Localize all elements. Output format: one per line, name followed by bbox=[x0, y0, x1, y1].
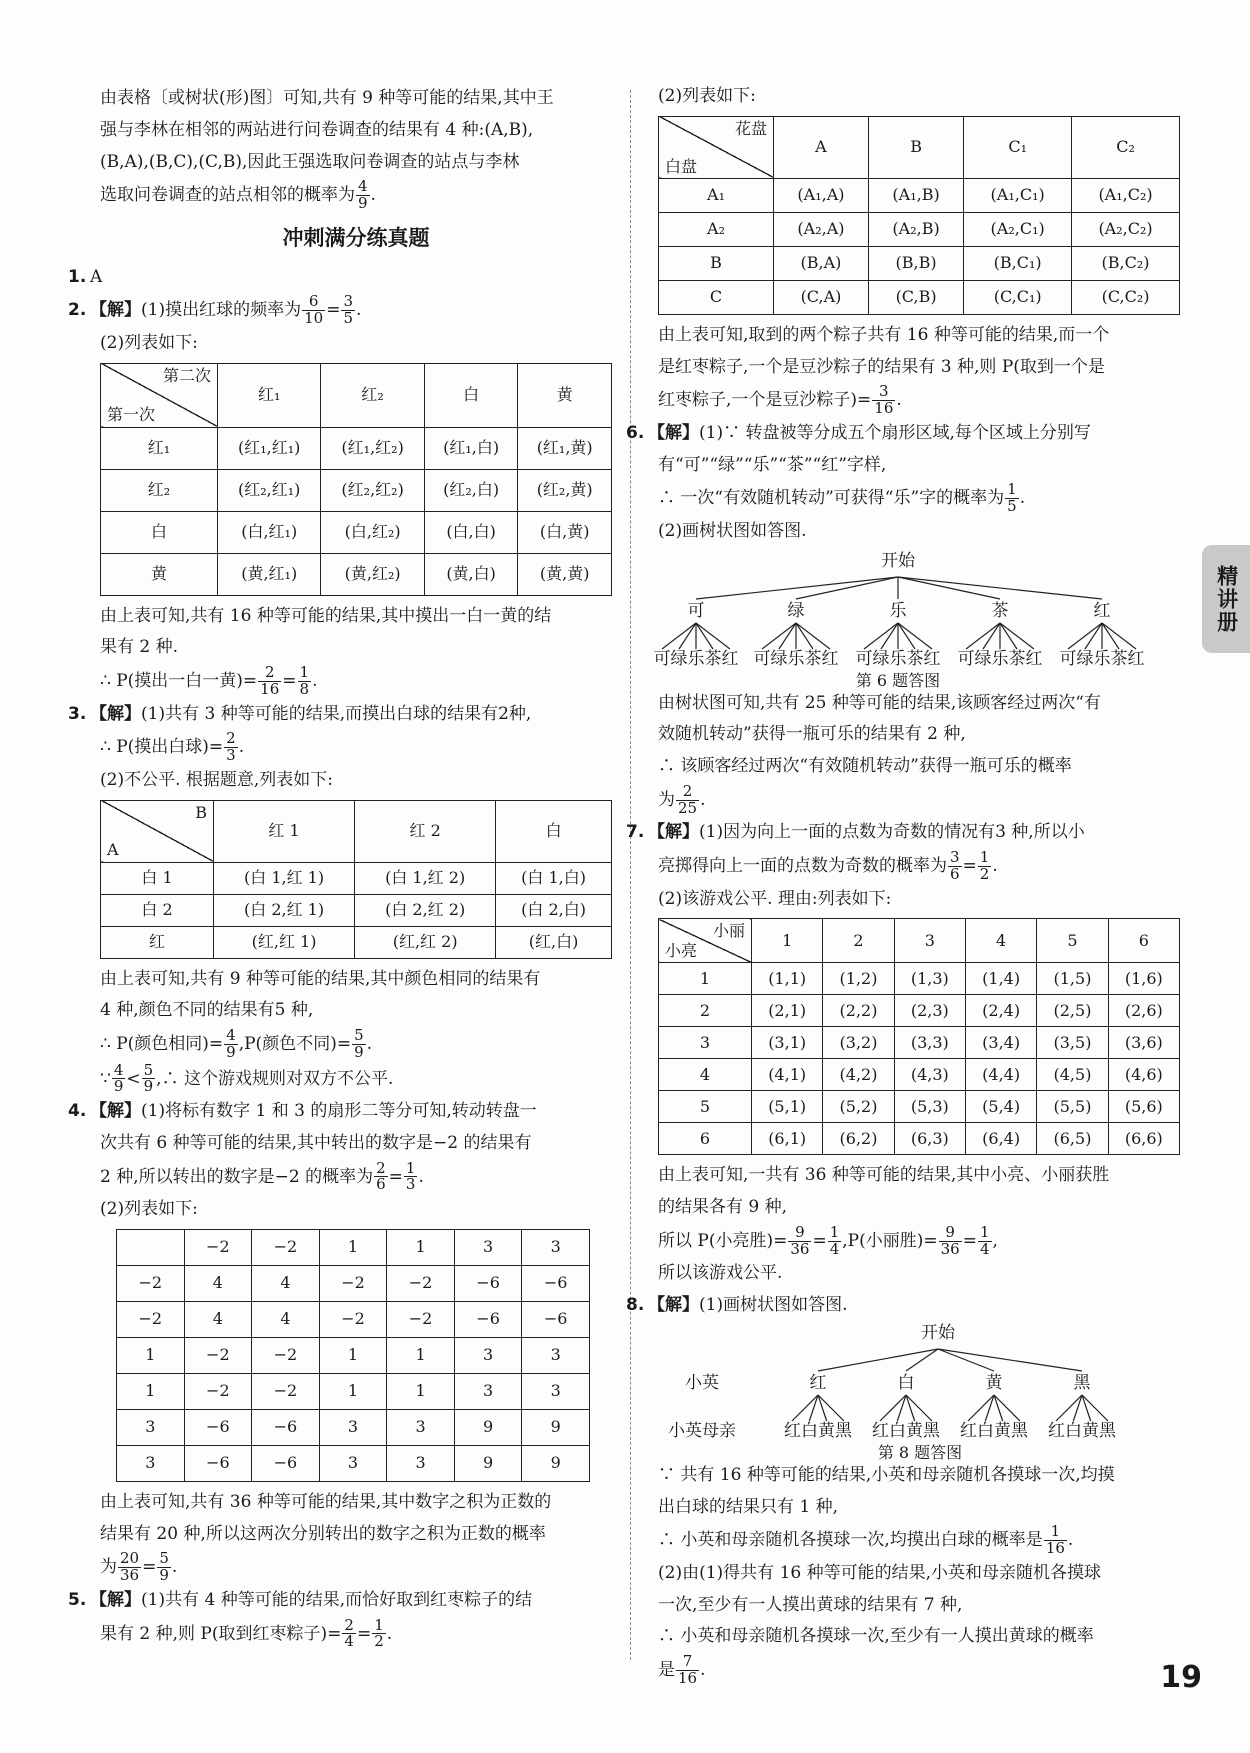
q4-conclusion-1: 由上表可知,共有 36 种等可能的结果,其中数字之积为正数的 bbox=[100, 1491, 552, 1512]
col-header: 红₂ bbox=[321, 363, 424, 427]
intro-line-4: 选取问卷调查的站点相邻的概率为 $\frac{4}{9}$ . bbox=[100, 177, 376, 212]
q7-table bbox=[658, 918, 1180, 1155]
q7-conclusion-1: 由上表可知,一共有 36 种等可能的结果,其中小亮、小丽获胜 bbox=[658, 1165, 1110, 1186]
table-row: 6 (6,1) (6,2) (6,3) (6,4) (6,5) (6,6) bbox=[659, 1123, 1180, 1155]
q3-conclusion-4: ∵ $\frac{4}{9}$ < $\frac{5}{9}$ ,∴ 这个游戏规则对双方不公平. bbox=[100, 1060, 394, 1096]
tree-branch bbox=[966, 623, 1000, 649]
tree-branch bbox=[696, 623, 730, 649]
q7-conclusion-2: 的结果各有 9 种, bbox=[658, 1197, 788, 1217]
q8-conclusion-3: ∴ 小英和母亲随机各摸球一次,均摸出白球的概率是 $\frac{1}{16}$ . bbox=[658, 1522, 1074, 1557]
tree-row-label: 小英 bbox=[685, 1372, 719, 1393]
q7-conclusion-4: 所以该游戏公平. bbox=[658, 1263, 783, 1284]
table-row: 黄 (黄,红₁) (黄,红₂) (黄,白) (黄,黄) bbox=[101, 553, 612, 595]
tree-branch bbox=[1000, 623, 1034, 649]
col-header: 红 1 bbox=[214, 800, 355, 862]
table-row: 白 1 (白 1,红 1) (白 1,红 2) (白 1,白) bbox=[101, 862, 612, 894]
tree-leaves: 红白黄黑 bbox=[784, 1420, 852, 1441]
tree-branch bbox=[898, 623, 915, 649]
col-header: 1 bbox=[752, 919, 823, 963]
q3-conclusion-2: 4 种,颜色不同的结果有5 种, bbox=[100, 1000, 314, 1021]
tree-leaves: 红白黄黑 bbox=[872, 1420, 940, 1441]
col-header: 5 bbox=[1037, 919, 1108, 963]
col-header: 黄 bbox=[518, 363, 612, 427]
column-divider bbox=[630, 90, 631, 1660]
tree-node: 黑 bbox=[1073, 1372, 1091, 1393]
fraction: $\frac{1}{4}$ bbox=[829, 1222, 840, 1258]
table-row: 4 (4,1) (4,2) (4,3) (4,4) (4,5) (4,6) bbox=[659, 1059, 1180, 1091]
table-row: 1 −2 −2 1 1 3 3 bbox=[117, 1337, 590, 1373]
corner-cell: 小丽 小亮 bbox=[659, 919, 752, 963]
q3-table bbox=[100, 800, 612, 959]
q8-line-1: 8. 【解】(1)画树状图如答图. bbox=[626, 1295, 848, 1315]
fraction: $\frac{5}{9}$ bbox=[159, 1549, 169, 1584]
tree-branch bbox=[779, 623, 796, 649]
figure-caption: 第 6 题答图 bbox=[855, 670, 941, 690]
table-row: 白 2 (白 2,红 1) (白 2,红 2) (白 2,白) bbox=[101, 894, 612, 926]
page-number: 19 bbox=[1160, 1660, 1202, 1695]
fraction: $\frac{6}{10}$ bbox=[304, 292, 324, 327]
tree-branch bbox=[881, 623, 898, 649]
q3-conclusion-3: ∴ P(颜色相同)= $\frac{4}{9}$ ,P(颜色不同)= $\frac{5}{9}$ . bbox=[100, 1026, 373, 1061]
tree-fan bbox=[792, 1395, 1108, 1421]
q4-line-1: 4. 【解】(1)将标有数字 1 和 3 的扇形二等分可知,转动转盘一 bbox=[68, 1101, 537, 1121]
q3-line-2: ∴ P(摸出白球)= $\frac{2}{3}$ . bbox=[100, 729, 245, 764]
tree-leaves: 红白黄黑 bbox=[1048, 1420, 1116, 1441]
fraction: $\frac{5}{9}$ bbox=[143, 1060, 154, 1096]
q6-tree-diagram bbox=[653, 549, 1180, 690]
q8-tree-diagram bbox=[658, 1323, 1180, 1461]
col-header: 6 bbox=[1108, 919, 1179, 963]
left-column bbox=[68, 84, 612, 1652]
tree-leaves: 可绿乐茶红 bbox=[855, 648, 941, 669]
fraction: $\frac{3}{5}$ bbox=[343, 292, 353, 327]
fraction: $\frac{1}{8}$ bbox=[299, 663, 310, 698]
table-row: 3 −6 −6 3 3 9 9 bbox=[117, 1409, 590, 1445]
tree-leaves: 可绿乐茶红 bbox=[753, 648, 839, 669]
q5-line-1: 5. 【解】(1)共有 4 种等可能的结果,而恰好取到红枣粽子的结 bbox=[68, 1589, 533, 1610]
col-header: 白 bbox=[424, 363, 518, 427]
fraction: $\frac{1}{5}$ bbox=[1007, 480, 1017, 515]
q4-line-4: (2)列表如下: bbox=[100, 1199, 198, 1219]
tree-branch bbox=[1102, 623, 1136, 649]
q6-conclusion-3: ∴ 该顾客经过两次“有效随机转动”获得一瓶可乐的概率 bbox=[658, 756, 1072, 776]
table-row: 红 (红,红 1) (红,红 2) (红,白) bbox=[101, 926, 612, 958]
q7-conclusion-3: 所以 P(小亮胜)= $\frac{9}{36}$ = $\frac{1}{4}$ ,P(小丽胜)= $\frac{9}{36}$ = $\frac{1}{4}$ , bbox=[658, 1222, 998, 1258]
q3-conclusion-1: 由上表可知,共有 9 种等可能的结果,其中颜色相同的结果有 bbox=[100, 968, 541, 989]
q4-line-3: 2 种,所以转出的数字是−2 的概率为 $\frac{2}{6}$ = $\frac{1}{3}$ . bbox=[100, 1158, 424, 1194]
table-row: 3 −6 −6 3 3 9 9 bbox=[117, 1445, 590, 1481]
table-row: A₁ (A₁,A) (A₁,B) (A₁,C₁) (A₁,C₂) bbox=[659, 178, 1180, 212]
q2-conclusion-3: ∴ P(摸出一白一黄)= $\frac{2}{16}$ = $\frac{1}{8}$ . bbox=[100, 663, 318, 698]
tree-leaves: 可绿乐茶红 bbox=[957, 648, 1043, 669]
tree-branch bbox=[762, 623, 796, 649]
table-row: 5 (5,1) (5,2) (5,3) (5,4) (5,5) (5,6) bbox=[659, 1091, 1180, 1123]
corner-cell: B A bbox=[101, 800, 214, 862]
q5b-conclusion-2: 是红枣粽子,一个是豆沙粽子的结果有 3 种,则 P(取到一个是 bbox=[658, 356, 1105, 377]
q2-conclusion-1: 由上表可知,共有 16 种等可能的结果,其中摸出一白一黄的结 bbox=[100, 605, 552, 626]
q8-conclusion-6: ∴ 小英和母亲随机各摸球一次,至少有一人摸出黄球的概率 bbox=[658, 1626, 1094, 1647]
tree-branch bbox=[696, 623, 713, 649]
intro-line-2: 强与李林在相邻的两站进行问卷调查的结果有 4 种:(A,B), bbox=[100, 119, 534, 140]
tree-branch bbox=[864, 623, 898, 649]
tree-node: 绿 bbox=[787, 600, 805, 621]
q7-line-1: 7. 【解】(1)因为向上一面的点数为奇数的情况有3 种,所以小 bbox=[626, 822, 1085, 843]
fraction: $\frac{3}{16}$ bbox=[874, 382, 894, 417]
q8-conclusion-1: ∵ 共有 16 种等可能的结果,小英和母亲随机各摸球一次,均摸 bbox=[658, 1464, 1115, 1485]
tree-branch bbox=[1085, 623, 1102, 649]
q8-conclusion-2: 出白球的结果只有 1 种, bbox=[658, 1496, 839, 1517]
tree-leaves: 可绿乐茶红 bbox=[653, 648, 739, 669]
fraction: $\frac{1}{16}$ bbox=[1045, 1522, 1065, 1557]
tree-leaves: 红白黄黑 bbox=[960, 1420, 1028, 1441]
q5-table bbox=[658, 116, 1180, 315]
fraction: $\frac{7}{16}$ bbox=[678, 1652, 698, 1687]
col-header: 红₁ bbox=[218, 363, 321, 427]
q4-conclusion-3: 为 $\frac{20}{36}$ = $\frac{5}{9}$ . bbox=[100, 1549, 178, 1584]
q6-conclusion-1: 由树状图可知,共有 25 种等可能的结果,该顾客经过两次“有 bbox=[658, 692, 1101, 713]
fraction: $\frac{1}{3}$ bbox=[405, 1158, 416, 1194]
q7-line-2: 亮掷得向上一面的点数为奇数的概率为 $\frac{3}{6}$ = $\frac{1}{2}$ . bbox=[658, 848, 998, 883]
fraction: $\frac{4}{9}$ bbox=[226, 1026, 236, 1061]
fraction: $\frac{20}{36}$ bbox=[120, 1549, 140, 1584]
table-row: −2 4 4 −2 −2 −6 −6 bbox=[117, 1301, 590, 1337]
col-header: 2 bbox=[823, 919, 894, 963]
q4-line-2: 次共有 6 种等可能的结果,其中转出的数字是−2 的结果有 bbox=[100, 1132, 532, 1153]
fraction: $\frac{5}{9}$ bbox=[354, 1026, 364, 1061]
tree-root: 开始 bbox=[921, 1322, 955, 1343]
tree-leaves: 可绿乐茶红 bbox=[1059, 648, 1145, 669]
q4-conclusion-2: 结果有 20 种,所以这两次分别转出的数字之积为正数的概率 bbox=[100, 1523, 546, 1544]
section-title: 冲刺满分练真题 bbox=[282, 225, 430, 250]
q5-line-2: 果有 2 种,则 P(取到红枣粽子)= $\frac{2}{4}$ = $\frac{1}{2}$ . bbox=[100, 1615, 393, 1651]
tree-branch bbox=[679, 623, 696, 649]
tree-node: 红 bbox=[809, 1372, 827, 1393]
q5b-line-1: (2)列表如下: bbox=[658, 86, 756, 106]
tree-node: 红 bbox=[1093, 600, 1111, 621]
table-row: A₂ (A₂,A) (A₂,B) (A₂,C₁) (A₂,C₂) bbox=[659, 212, 1180, 246]
col-header: C₁ bbox=[964, 116, 1072, 178]
col-header: C₂ bbox=[1072, 116, 1180, 178]
table-row: 1 (1,1) (1,2) (1,3) (1,4) (1,5) (1,6) bbox=[659, 963, 1180, 995]
right-column bbox=[626, 82, 1180, 1689]
table-row: 红₂ (红₂,红₁) (红₂,红₂) (红₂,白) (红₂,黄) bbox=[101, 469, 612, 511]
fraction: $\frac{1}{2}$ bbox=[979, 848, 990, 883]
figure-caption: 第 8 题答图 bbox=[877, 1442, 963, 1462]
fraction: $\frac{2}{16}$ bbox=[260, 663, 280, 698]
q6-line-3: ∴ 一次“有效随机转动”可获得“乐”字的概率为 $\frac{1}{5}$ . bbox=[658, 480, 1026, 515]
col-header: 红 2 bbox=[355, 800, 496, 862]
fraction: $\frac{1}{4}$ bbox=[979, 1222, 990, 1258]
side-tab-label: 精讲册 bbox=[1202, 545, 1250, 653]
fraction: $\frac{2}{3}$ bbox=[226, 729, 236, 764]
fraction: $\frac{4}{9}$ bbox=[358, 177, 368, 212]
fraction: $\frac{2}{6}$ bbox=[376, 1158, 386, 1194]
fraction: $\frac{9}{36}$ bbox=[940, 1222, 960, 1258]
table-row: 1 −2 −2 1 1 3 3 bbox=[117, 1373, 590, 1409]
fraction: $\frac{3}{6}$ bbox=[950, 848, 960, 883]
table-row: 红₁ (红₁,红₁) (红₁,红₂) (红₁,白) (红₁,黄) bbox=[101, 427, 612, 469]
tree-branch bbox=[983, 623, 1000, 649]
q6-conclusion-2: 效随机转动”获得一瓶可乐的结果有 2 种, bbox=[658, 724, 966, 745]
table-row: B (B,A) (B,B) (B,C₁) (B,C₂) bbox=[659, 246, 1180, 280]
col-header: A bbox=[774, 116, 869, 178]
fraction: $\frac{2}{4}$ bbox=[344, 1615, 354, 1651]
tree-node: 茶 bbox=[991, 600, 1009, 621]
q8-conclusion-5: 一次,至少有一人摸出黄球的结果有 7 种, bbox=[658, 1594, 963, 1615]
intro-line-3: (B,A),(B,C),(C,B),因此王强选取问卷调查的站点与李林 bbox=[100, 151, 520, 172]
q6-conclusion-4: 为 $\frac{2}{25}$ . bbox=[658, 781, 706, 817]
tree-node: 可 bbox=[687, 600, 705, 621]
q3-line-1: 3. 【解】(1)共有 3 种等可能的结果,而摸出白球的结果有2种, bbox=[68, 703, 532, 724]
q1: 1. A bbox=[68, 266, 103, 287]
tree-branch bbox=[796, 623, 830, 649]
tree-node: 白 bbox=[897, 1372, 915, 1393]
col-header: 4 bbox=[965, 919, 1036, 963]
tree-branch bbox=[1068, 623, 1102, 649]
q7-line-3: (2)该游戏公平. 理由:列表如下: bbox=[658, 888, 892, 909]
q6-line-4: (2)画树状图如答图. bbox=[658, 520, 807, 541]
q5b-conclusion-3: 红枣粽子,一个是豆沙粽子)= $\frac{3}{16}$ . bbox=[658, 382, 902, 417]
tree-node: 乐 bbox=[889, 600, 907, 621]
q4-table bbox=[116, 1229, 590, 1482]
q6-line-1: 6. 【解】(1)∵ 转盘被等分成五个扇形区域,每个区域上分别写 bbox=[626, 422, 1091, 443]
corner-cell: 第二次 第一次 bbox=[101, 363, 218, 427]
intro-line-1: 由表格〔或树状(形)图〕可知,共有 9 种等可能的结果,其中王 bbox=[100, 88, 554, 108]
q2-table bbox=[100, 363, 612, 596]
table-row: 2 (2,1) (2,2) (2,3) (2,4) (2,5) (2,6) bbox=[659, 995, 1180, 1027]
table-row: −2 4 4 −2 −2 −6 −6 bbox=[117, 1265, 590, 1301]
q2-line-1: 2. 【解】(1)摸出红球的频率为 $\frac{6}{10}$ = $\frac{3}{5}$ . bbox=[68, 292, 362, 327]
q6-line-2: 有“可”“绿”“乐”“茶”“红”字样, bbox=[658, 454, 887, 475]
table-row: 白 (白,红₁) (白,红₂) (白,白) (白,黄) bbox=[101, 511, 612, 553]
tree-branch bbox=[796, 623, 813, 649]
table-row: C (C,A) (C,B) (C,C₁) (C,C₂) bbox=[659, 280, 1180, 314]
corner-cell: 花盘 白盘 bbox=[659, 116, 774, 178]
col-header: B bbox=[868, 116, 963, 178]
q8-conclusion-4: (2)由(1)得共有 16 种等可能的结果,小英和母亲随机各摸球 bbox=[658, 1562, 1102, 1583]
tree-root: 开始 bbox=[881, 550, 915, 571]
q5b-conclusion-1: 由上表可知,取到的两个粽子共有 16 种等可能的结果,而一个 bbox=[658, 324, 1110, 345]
q3-line-3: (2)不公平. 根据题意,列表如下: bbox=[100, 769, 334, 790]
table-row: 3 (3,1) (3,2) (3,3) (3,4) (3,5) (3,6) bbox=[659, 1027, 1180, 1059]
fraction: $\frac{4}{9}$ bbox=[113, 1060, 124, 1096]
q2-line-2: (2)列表如下: bbox=[100, 332, 198, 353]
col-header: 3 bbox=[894, 919, 965, 963]
tree-branch bbox=[662, 623, 696, 649]
q8-conclusion-7: 是 $\frac{7}{16}$ . bbox=[658, 1652, 706, 1687]
col-header: 白 bbox=[496, 800, 612, 862]
table-header-row: −2 −2 1 1 3 3 bbox=[117, 1229, 590, 1265]
tree-branch bbox=[898, 623, 932, 649]
tree-branch bbox=[1102, 623, 1119, 649]
fraction: $\frac{2}{25}$ bbox=[678, 781, 698, 817]
tree-row-label: 小英母亲 bbox=[668, 1420, 736, 1441]
tree-branch bbox=[1000, 623, 1017, 649]
tree-fan bbox=[662, 623, 1136, 649]
fraction: $\frac{9}{36}$ bbox=[790, 1222, 810, 1258]
q2-conclusion-2: 果有 2 种. bbox=[100, 637, 179, 658]
tree-node: 黄 bbox=[985, 1372, 1003, 1393]
fraction: $\frac{1}{2}$ bbox=[374, 1615, 384, 1651]
